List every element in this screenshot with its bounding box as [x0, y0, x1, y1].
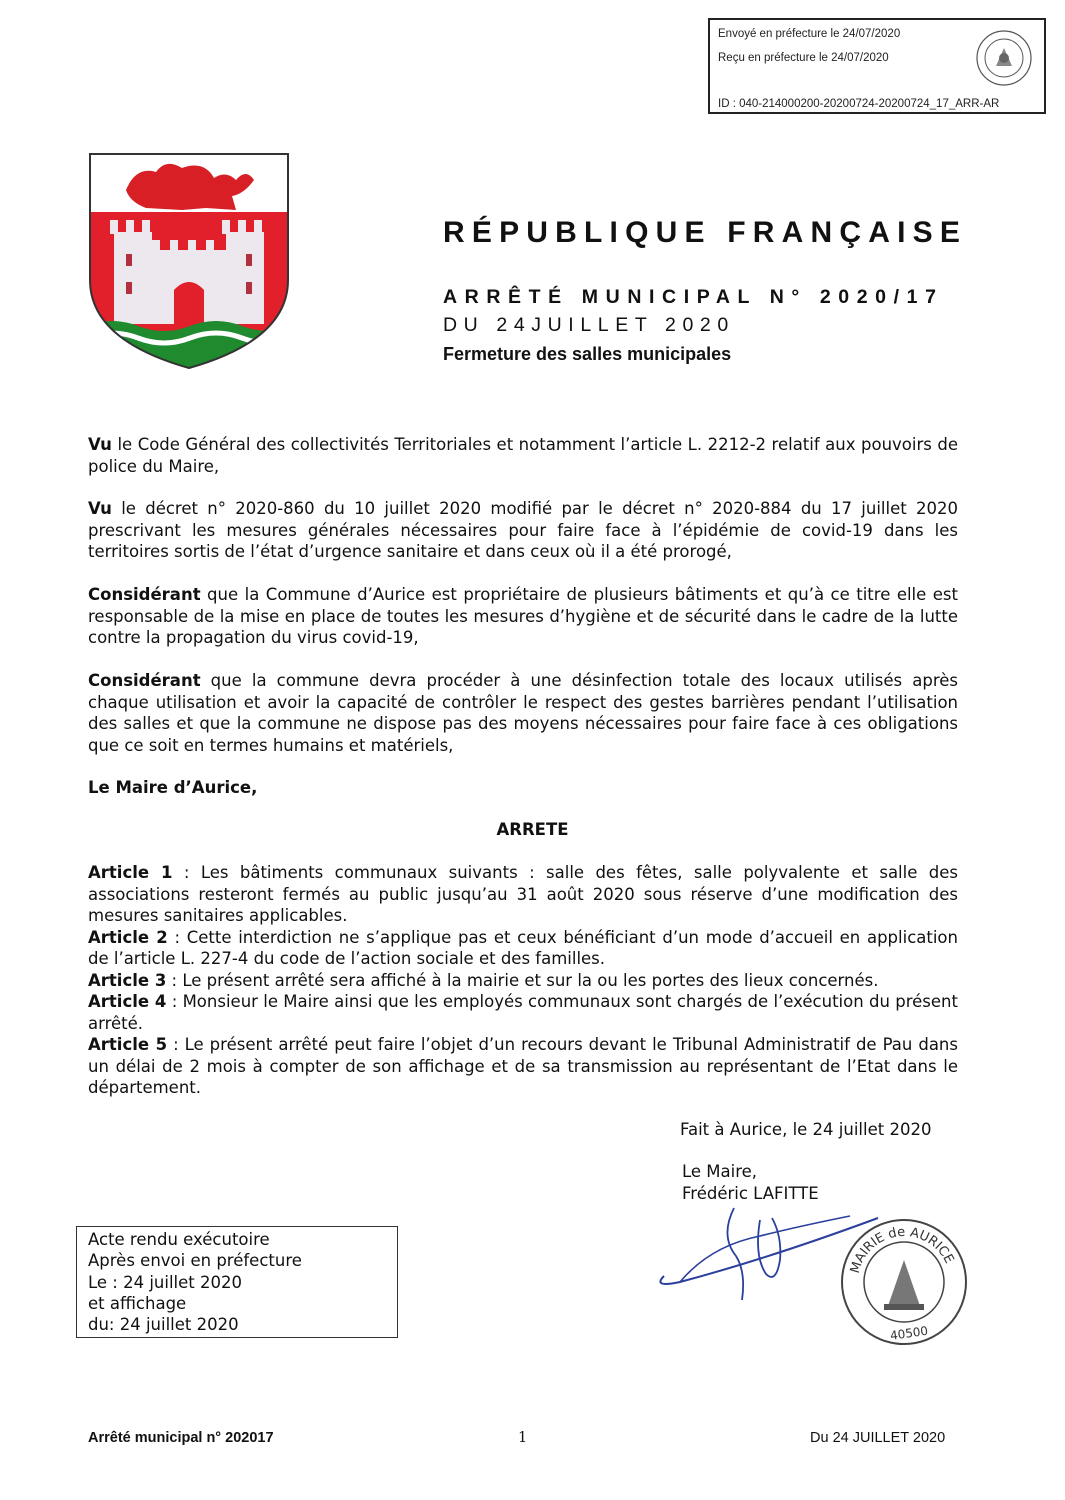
signatory-name: Frédéric LAFITTE: [682, 1184, 819, 1203]
prefecture-received: Reçu en préfecture le 24/07/2020: [718, 52, 889, 64]
republic-title: RÉPUBLIQUE FRANÇAISE: [443, 216, 968, 249]
article-2: [88, 927, 958, 970]
svg-text:40500: 40500: [889, 1323, 929, 1343]
coat-of-arms-logo: [86, 150, 292, 372]
paragraph-lead: Considérant: [88, 585, 201, 604]
paragraph-considerant-1: [88, 584, 958, 649]
article-text: : Le présent arrêté sera affiché à la mairie et sur la ou les portes des lieux concernés.: [166, 970, 879, 990]
arrete-heading: ARRETE: [496, 820, 569, 839]
prefecture-id: ID : 040-214000200-20200724-20200724_17_ARR-AR: [718, 98, 1000, 110]
mairie-seal-stamp: [838, 1214, 970, 1350]
executoire-line: du: 24 juillet 2020: [88, 1315, 239, 1335]
article-text: : Les bâtiments communaux suivants : salle des fêtes, salle polyvalente et salle des associations resteront fermés au public jusqu’au 31 août 2020 sous réserve d’une modification des mesures sanitaires applicables.: [88, 863, 958, 925]
footer-decree-ref: Arrêté municipal n° 202017: [88, 1430, 274, 1446]
executoire-box: [76, 1226, 398, 1338]
paragraph-vu-code: [88, 434, 958, 477]
mayor-line: Le Maire d’Aurice,: [88, 778, 258, 797]
executoire-line: Acte rendu exécutoire: [88, 1230, 270, 1249]
paragraph-lead: Vu: [88, 499, 112, 518]
article-5: [88, 1034, 958, 1099]
article-text: : Monsieur le Maire ainsi que les employés communaux sont chargés de l’exécution du présent arrêté.: [88, 992, 958, 1033]
paragraph-lead: Considérant: [88, 671, 201, 690]
article-label: Article 3: [88, 970, 167, 990]
article-3: [88, 970, 958, 992]
paragraph-considerant-2: [88, 670, 958, 756]
article-label: Article 4: [88, 992, 167, 1011]
articles-list: [88, 862, 958, 1099]
paragraph-text: que la Commune d’Aurice est propriétaire de plusieurs bâtiments et qu’à ce titre elle est responsable de la mise en place de toutes les mesures d’hygiène et de sécurité dans le cadre de la lutte contre la propagation du virus covid-19,: [88, 585, 958, 647]
article-text: : Cette interdiction ne s’applique pas et ceux bénéficiant d’un mode d’accueil en application de l’article L. 227-4 du code de l’action sociale et des familles.: [88, 927, 958, 968]
prefecture-seal-icon: [974, 28, 1034, 88]
svg-text:MAIRIE de AURICE: MAIRIE de AURICE: [847, 1224, 957, 1276]
footer-date: Du 24 JUILLET 2020: [810, 1430, 946, 1446]
footer-page-number: 1: [518, 1430, 528, 1446]
signatory-title: Le Maire,: [682, 1162, 758, 1181]
paragraph-vu-decret: [88, 498, 958, 563]
paragraph-text: que la commune devra procéder à une désinfection totale des locaux utilisés après chaque utilisation et avoir la capacité de contrôler le respect des gestes barrières pendant l’utilisation des salles et que la commune ne dispose pas des moyens nécessaires pour faire face à ces obligations que ce soit en termes humains et matériels,: [88, 671, 958, 755]
executoire-line: Après envoi en préfecture: [88, 1251, 302, 1271]
article-label: Article 2: [88, 927, 168, 947]
paragraph-text: le Code Général des collectivités Territoriales et notamment l’article L. 2212-2 relatif aux pouvoirs de police du Maire,: [88, 435, 958, 476]
decree-subject: Fermeture des salles municipales: [443, 344, 732, 364]
paragraph-lead: Vu: [88, 435, 112, 454]
prefecture-stamp-box: [708, 18, 1046, 114]
executoire-line: Le : 24 juillet 2020: [88, 1272, 242, 1292]
paragraph-text: le décret n° 2020-860 du 10 juillet 2020 modifié par le décret n° 2020-884 du 17 juillet 2020 prescrivant les mesures générales nécessaires pour faire face à l’épidémie de covid-19 dans les territoires sortis de l’état d’urgence sanitaire et dans ceux où il a été prorogé,: [88, 499, 958, 561]
executoire-line: et affichage: [88, 1293, 187, 1313]
article-label: Article 5: [88, 1035, 168, 1054]
decree-date: DU 24JUILLET 2020: [443, 314, 735, 336]
fait-a-line: Fait à Aurice, le 24 juillet 2020: [680, 1120, 932, 1139]
article-4: [88, 991, 958, 1034]
article-1: [88, 862, 958, 927]
decree-number: ARRÊTÉ MUNICIPAL N° 2020/17: [443, 286, 944, 308]
article-label: Article 1: [88, 863, 173, 882]
article-text: : Le présent arrêté peut faire l’objet d’un recours devant le Tribunal Administratif de Pau dans un délai de 2 mois à compter de son affichage et de sa transmission au représentant de l’Etat dans le département.: [88, 1035, 958, 1097]
prefecture-sent: Envoyé en préfecture le 24/07/2020: [718, 28, 901, 40]
